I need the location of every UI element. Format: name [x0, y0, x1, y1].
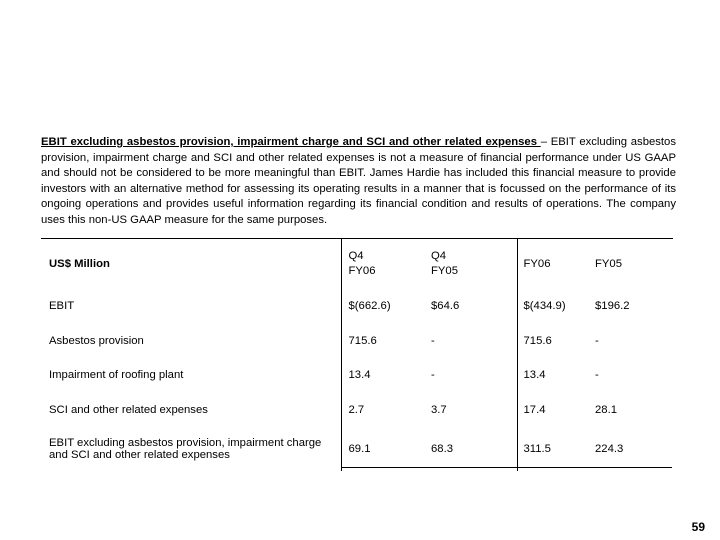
cell-fy06: 13.4	[517, 358, 595, 393]
financial-table	[41, 238, 673, 471]
table-header-row	[41, 239, 673, 290]
page-number: 59	[691, 520, 705, 534]
header-q4-fy06-line2: FY06	[348, 265, 376, 277]
row-label: Asbestos provision	[49, 334, 144, 347]
header-q4-fy05-line1: Q4	[431, 250, 447, 262]
cell-q4-fy06: 2.7	[341, 393, 429, 428]
table-bottom-rule	[341, 467, 672, 468]
cell-fy06: 17.4	[517, 393, 595, 428]
cell-fy06: 715.6	[517, 324, 595, 359]
cell-q4-fy05: -	[431, 334, 435, 347]
cell-q4-fy05: $64.6	[431, 300, 460, 313]
cell-q4-fy06: 715.6	[341, 324, 429, 359]
cell-fy05: 224.3	[595, 443, 624, 456]
cell-q4-fy06: 69.1	[341, 427, 429, 471]
table-row	[41, 289, 673, 324]
row-label: EBIT excluding asbestos provision, impairment charge and SCI and other related expenses	[49, 437, 322, 462]
cell-fy06: $(434.9)	[517, 289, 595, 324]
table-row	[41, 393, 673, 428]
cell-fy06: 311.5	[517, 427, 595, 471]
cell-fy05: -	[595, 334, 599, 347]
table-row	[41, 324, 673, 359]
header-q4-fy06-line1: Q4	[348, 250, 364, 262]
intro-title: EBIT excluding asbestos provision, impairment charge and SCI and other related expenses	[41, 136, 541, 148]
cell-q4-fy06: $(662.6)	[341, 289, 429, 324]
cell-fy05: -	[595, 369, 599, 382]
cell-q4-fy05: -	[431, 369, 435, 382]
row-label: SCI and other related expenses	[49, 404, 208, 417]
cell-fy05: 28.1	[595, 404, 617, 417]
header-q4-fy06	[341, 239, 429, 290]
intro-paragraph	[41, 135, 676, 228]
cell-fy05: $196.2	[595, 300, 630, 313]
header-q4-fy05-line2: FY05	[431, 265, 459, 277]
row-label: Impairment of roofing plant	[49, 369, 184, 382]
cell-q4-fy05: 3.7	[431, 404, 447, 417]
intro-body: – EBIT excluding asbestos provision, impairment charge and SCI and other related expenses is not a measure of financial performance under US GAAP and should not be considered to be more meaningful than EBIT. James Hardie has included this financial measure to provide investors with an alternative method for assessing its operating results in a manner that is focussed on the performance of its ongoing operations and provides useful information regarding its financial condition and results of operations. The company uses this non-US GAAP measure for the same purposes.	[41, 136, 676, 226]
cell-q4-fy06: 13.4	[341, 358, 429, 393]
header-fy05: FY05	[595, 258, 623, 270]
header-currency-label: US$ Million	[49, 258, 110, 270]
header-fy06: FY06	[517, 239, 595, 290]
cell-q4-fy05: 68.3	[431, 443, 453, 456]
row-label: EBIT	[49, 300, 75, 313]
header-q4-fy05	[429, 239, 517, 290]
table-row	[41, 358, 673, 393]
table-row	[41, 427, 673, 471]
